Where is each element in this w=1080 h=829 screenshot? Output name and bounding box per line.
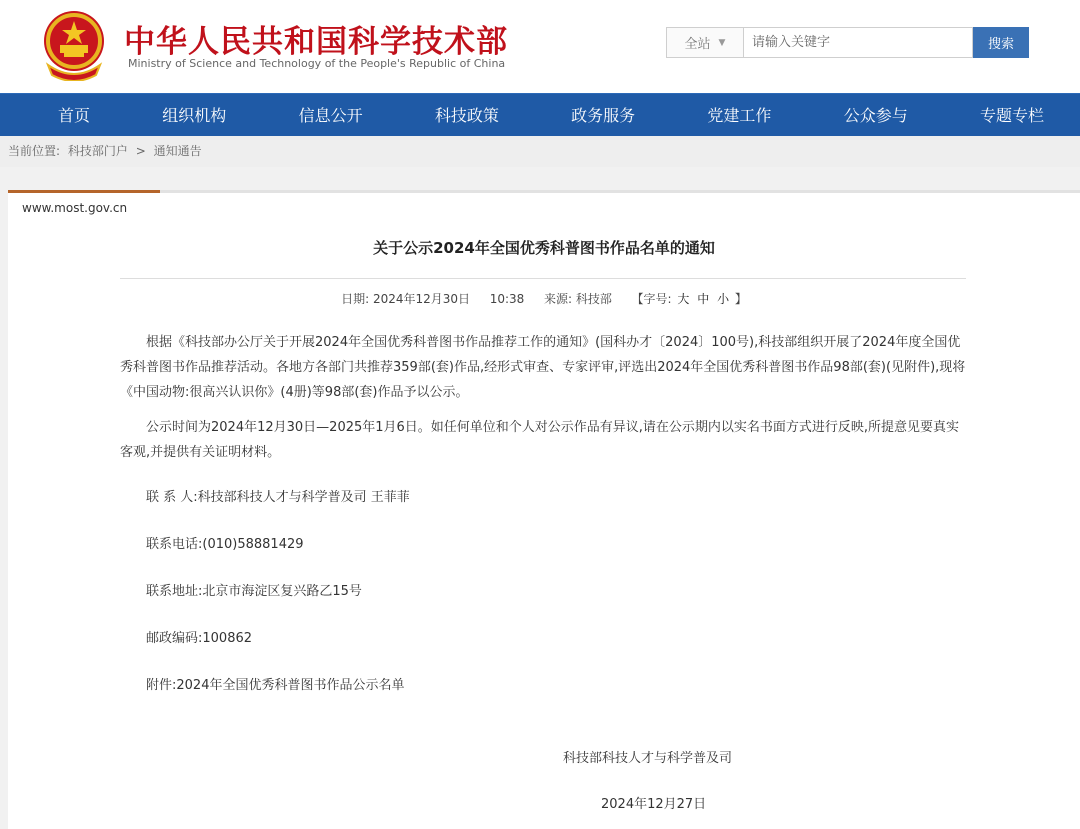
search-bar [666,27,1029,58]
date-label: 日期: [341,292,370,306]
panel-top-accent [8,190,160,193]
signature-org: 科技部科技人才与科学普及司 [563,751,733,766]
contact-postcode: 邮政编码:100862 [146,631,253,646]
main-nav [0,93,1080,136]
article-paragraph: 根据《科技部办公厅关于开展2024年全国优秀科普图书作品推荐工作的通知》(国科办才〔2024〕100号),科技部组织开展了2024年度全国优秀科普图书作品推荐活动。各地方各部门共推荐359部(套)作品,经形式审查、专家评审,评选出2024年全国优秀科普图书作品98部(套)(见附件),现将《中国动物:很高兴认识你》(4册)等98部(套)作品予以公示。 [120,335,966,400]
article-time: 10:38 [489,292,525,306]
font-size-small[interactable]: 小 [717,292,730,306]
site-title[interactable]: 中华人民共和国科学技术部 [124,24,508,60]
title-divider [120,278,966,279]
search-input[interactable] [743,27,973,58]
search-button[interactable]: 搜索 [973,27,1029,58]
article-date: 2024年12月30日 [372,292,471,306]
national-emblem-icon[interactable] [38,7,110,81]
nav-item-public-participation[interactable]: 公众参与 [843,106,908,125]
breadcrumb-link-portal[interactable]: 科技部门户 [67,144,128,158]
site-header [0,0,1080,93]
font-size-medium[interactable]: 中 [697,292,710,306]
nav-item-special-topics[interactable]: 专题专栏 [979,106,1044,125]
nav-item-policy[interactable]: 科技政策 [434,106,499,125]
contact-person: 联 系 人:科技部科技人才与科学普及司 王菲菲 [146,490,410,505]
signature-date: 2024年12月27日 [601,797,707,812]
nav-item-info-disclosure[interactable]: 信息公开 [298,106,363,125]
article-source: 科技部 [575,292,612,306]
breadcrumb-link-notices[interactable]: 通知通告 [153,144,202,158]
breadcrumb-separator: > [135,144,146,158]
chevron-down-icon: ▼ [718,37,726,48]
search-scope-select[interactable] [666,27,743,58]
article-meta [8,290,1080,307]
source-label: 来源: [543,292,572,306]
nav-item-home[interactable]: 首页 [58,106,91,125]
site-subtitle: Ministry of Science and Technology of the People's Republic of China [128,57,506,70]
attachment-link[interactable]: 附件:2024年全国优秀科普图书作品公示名单 [146,678,405,693]
breadcrumb [0,136,1080,167]
nav-item-party-building[interactable]: 党建工作 [707,106,772,125]
breadcrumb-prefix: 当前位置: [8,144,61,158]
font-size-close: 】 [734,292,747,306]
article-paragraph: 公示时间为2024年12月30日—2025年1月6日。如任何单位和个人对公示作品有异议,请在公示期内以实名书面方式进行反映,所提意见要真实客观,并提供有关证明材料。 [120,420,960,460]
site-domain: www.most.gov.cn [22,201,128,215]
article-title: 关于公示2024年全国优秀科普图书作品名单的通知 [373,239,715,257]
nav-item-organization[interactable]: 组织机构 [162,106,227,125]
nav-item-gov-services[interactable]: 政务服务 [571,106,636,125]
contact-address: 联系地址:北京市海淀区复兴路乙15号 [146,584,362,599]
contact-phone: 联系电话:(010)58881429 [146,537,304,552]
article-body [120,330,968,721]
search-scope-label: 全站 [684,37,711,52]
font-size-label: 【字号: [631,292,672,306]
panel-top-border [8,190,1080,193]
font-size-large[interactable]: 大 [677,292,690,306]
article-panel [8,190,1080,829]
